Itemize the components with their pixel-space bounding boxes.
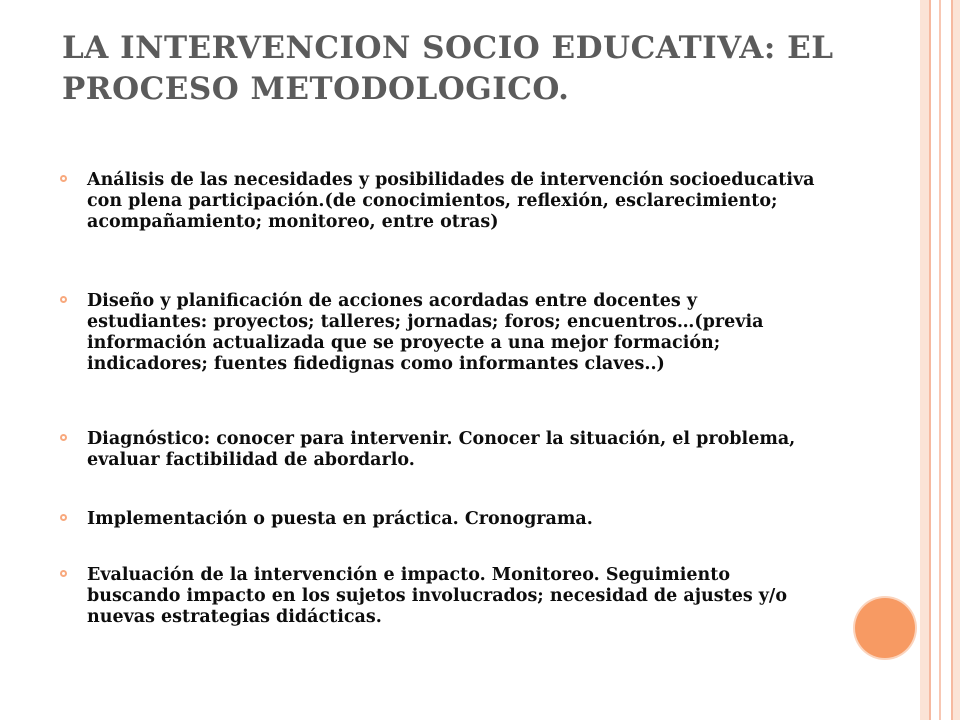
list-item [60, 170, 820, 233]
decorative-line [939, 0, 941, 720]
decorative-line [951, 0, 953, 720]
list-item [60, 291, 820, 375]
bullet-text: Implementación o puesta en práctica. Cronograma. [87, 509, 593, 529]
slide-title: LA INTERVENCION SOCIO EDUCATIVA: EL PROCESO METODOLOGICO. [62, 30, 834, 107]
bullet-circle-icon [60, 175, 67, 182]
bullet-text: Diagnóstico: conocer para intervenir. Conocer la situación, el problema, evaluar factibilidad de abordarlo. [87, 429, 796, 470]
list-item [60, 565, 820, 628]
bullet-text: Análisis de las necesidades y posibilidades de intervención socioeducativa con plena participación.(de conocimientos, reflexión, esclarecimiento; acompañamiento; monitoreo, entre otras) [87, 170, 815, 232]
decorative-stripe [941, 0, 951, 720]
bullet-text: Evaluación de la intervención e impacto. Monitoreo. Seguimiento buscando impacto en los sujetos involucrados; necesidad de ajustes y/o nuevas estrategias didácticas. [87, 565, 787, 627]
bullet-circle-icon [60, 514, 67, 521]
bullet-circle-icon [60, 570, 67, 577]
list-item [60, 429, 820, 471]
decorative-circle-icon [855, 598, 915, 658]
bullet-circle-icon [60, 434, 67, 441]
bullet-circle-icon [60, 296, 67, 303]
decorative-line [929, 0, 931, 720]
bullet-text: Diseño y planificación de acciones acordadas entre docentes y estudiantes: proyectos; talleres; jornadas; foros; encuentros…(previa información actualizada que se proyecte a una mejor formación; indicadores; fuentes fidedignas como informantes claves..) [87, 291, 764, 374]
decorative-stripe [931, 0, 939, 720]
list-item [60, 509, 820, 530]
